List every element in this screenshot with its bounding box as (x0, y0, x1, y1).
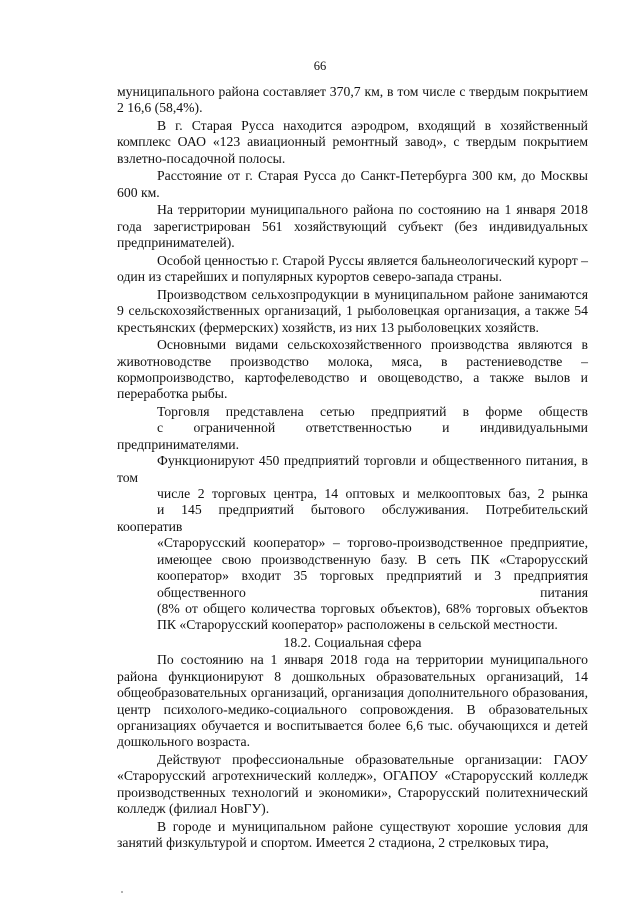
paragraph-distance: Расстояние от г. Старая Русса до Санкт-Петербурга 300 км, до Москвы 600 км. (117, 168, 588, 200)
paragraph-airfield: В г. Старая Русса находится аэродром, входящий в хозяйственный комплекс ОАО «123 авиационный ремонтный завод», с твердым покрытием взлетно-посадочной полосы. (117, 118, 588, 166)
paragraph-line: кооператор» входит 35 торговых предприятий и 3 предприятия (157, 568, 588, 584)
paragraph-agriculture-organizations: Производством сельхозпродукции в муниципальном районе занимаются 9 сельскохозяйственных организаций, 1 рыболовецкая организация, а также 54 крестьянских (фермерских) хозяйств, из них 13 рыболовецких хозяйств. (117, 286, 588, 335)
paragraph-professional-colleges: Действуют профессиональные образовательные организации: ГАОУ «Старорусский агротехнический колледж», ОГАПОУ «Старорусский колледж производственных технологий и экономики», Старорусский политехнический колледж (филиал НовГУ). (117, 751, 588, 817)
paragraph-agriculture-types: Основными видами сельскохозяйственного производства являются в животноводстве производство молока, мяса, в растениеводстве – кормопроизводство, картофелеводство и овощеводство, а также вылов и переработка рыбы. (117, 337, 588, 402)
paragraph-road-length: муниципального района составляет 370,7 км, в том числе с твердым покрытием 2 16,6 (58,4%). (117, 84, 588, 116)
paragraph-line: Функционируют 450 предприятий торговли и общественного питания, в том (117, 453, 588, 485)
paragraph-business-entities: На территории муниципального района по состоянию на 1 января 2018 года зарегистрирован 561 хозяйствующий субъект (без индивидуальных предпринимателей). (117, 202, 588, 251)
paragraph-education-organizations: По состоянию на 1 января 2018 года на территории муниципального района функционируют 8 дошкольных образовательных организаций, 14 общеобразовательных организаций, организация дополнительного образования, центр психолого-медико-социального сопровождения. В образовательных организациях обучается и воспитывается более 6,6 тыс. обучающихся и детей дошкольного возраста. (117, 652, 588, 750)
page-body (117, 84, 588, 853)
paragraph-line: числе 2 торговых центра, 14 оптовых и мелкооптовых баз, 2 рынка (157, 486, 588, 502)
paragraph-line: с ограниченной ответственностью и индивидуальными предпринимателями. (117, 420, 588, 452)
paragraph-sports: В городе и муниципальном районе существуют хорошие условия для занятий физкультурой и спортом. Имеется 2 стадиона, 2 стрелковых тира, (117, 818, 588, 851)
paragraph-line: Торговля представлена сетью предприятий в форме обществ (157, 404, 588, 420)
scan-speck (121, 891, 123, 893)
paragraph-resort: Особой ценностью г. Старой Руссы является бальнеологический курорт – один из старейших и популярных курортов северо-запада страны. (117, 252, 588, 285)
paragraph-line: ПК «Старорусский кооператор» расположены в сельской местности. (157, 617, 558, 633)
paragraph-line: и 145 предприятий бытового обслуживания. Потребительский кооператив (117, 502, 588, 534)
page-number: 66 (313, 59, 327, 73)
paragraph-trade (117, 404, 588, 634)
paragraph-line: общественного питания (157, 584, 588, 600)
paragraph-line: «Старорусский кооператор» – торгово-производственное предприятие, (157, 535, 588, 551)
paragraph-line: (8% от общего количества торговых объектов), 68% торговых объектов (157, 600, 588, 616)
paragraph-line: имеющее свою производственную базу. В сеть ПК «Старорусский (157, 551, 588, 567)
section-heading: 18.2. Социальная сфера (283, 634, 422, 650)
